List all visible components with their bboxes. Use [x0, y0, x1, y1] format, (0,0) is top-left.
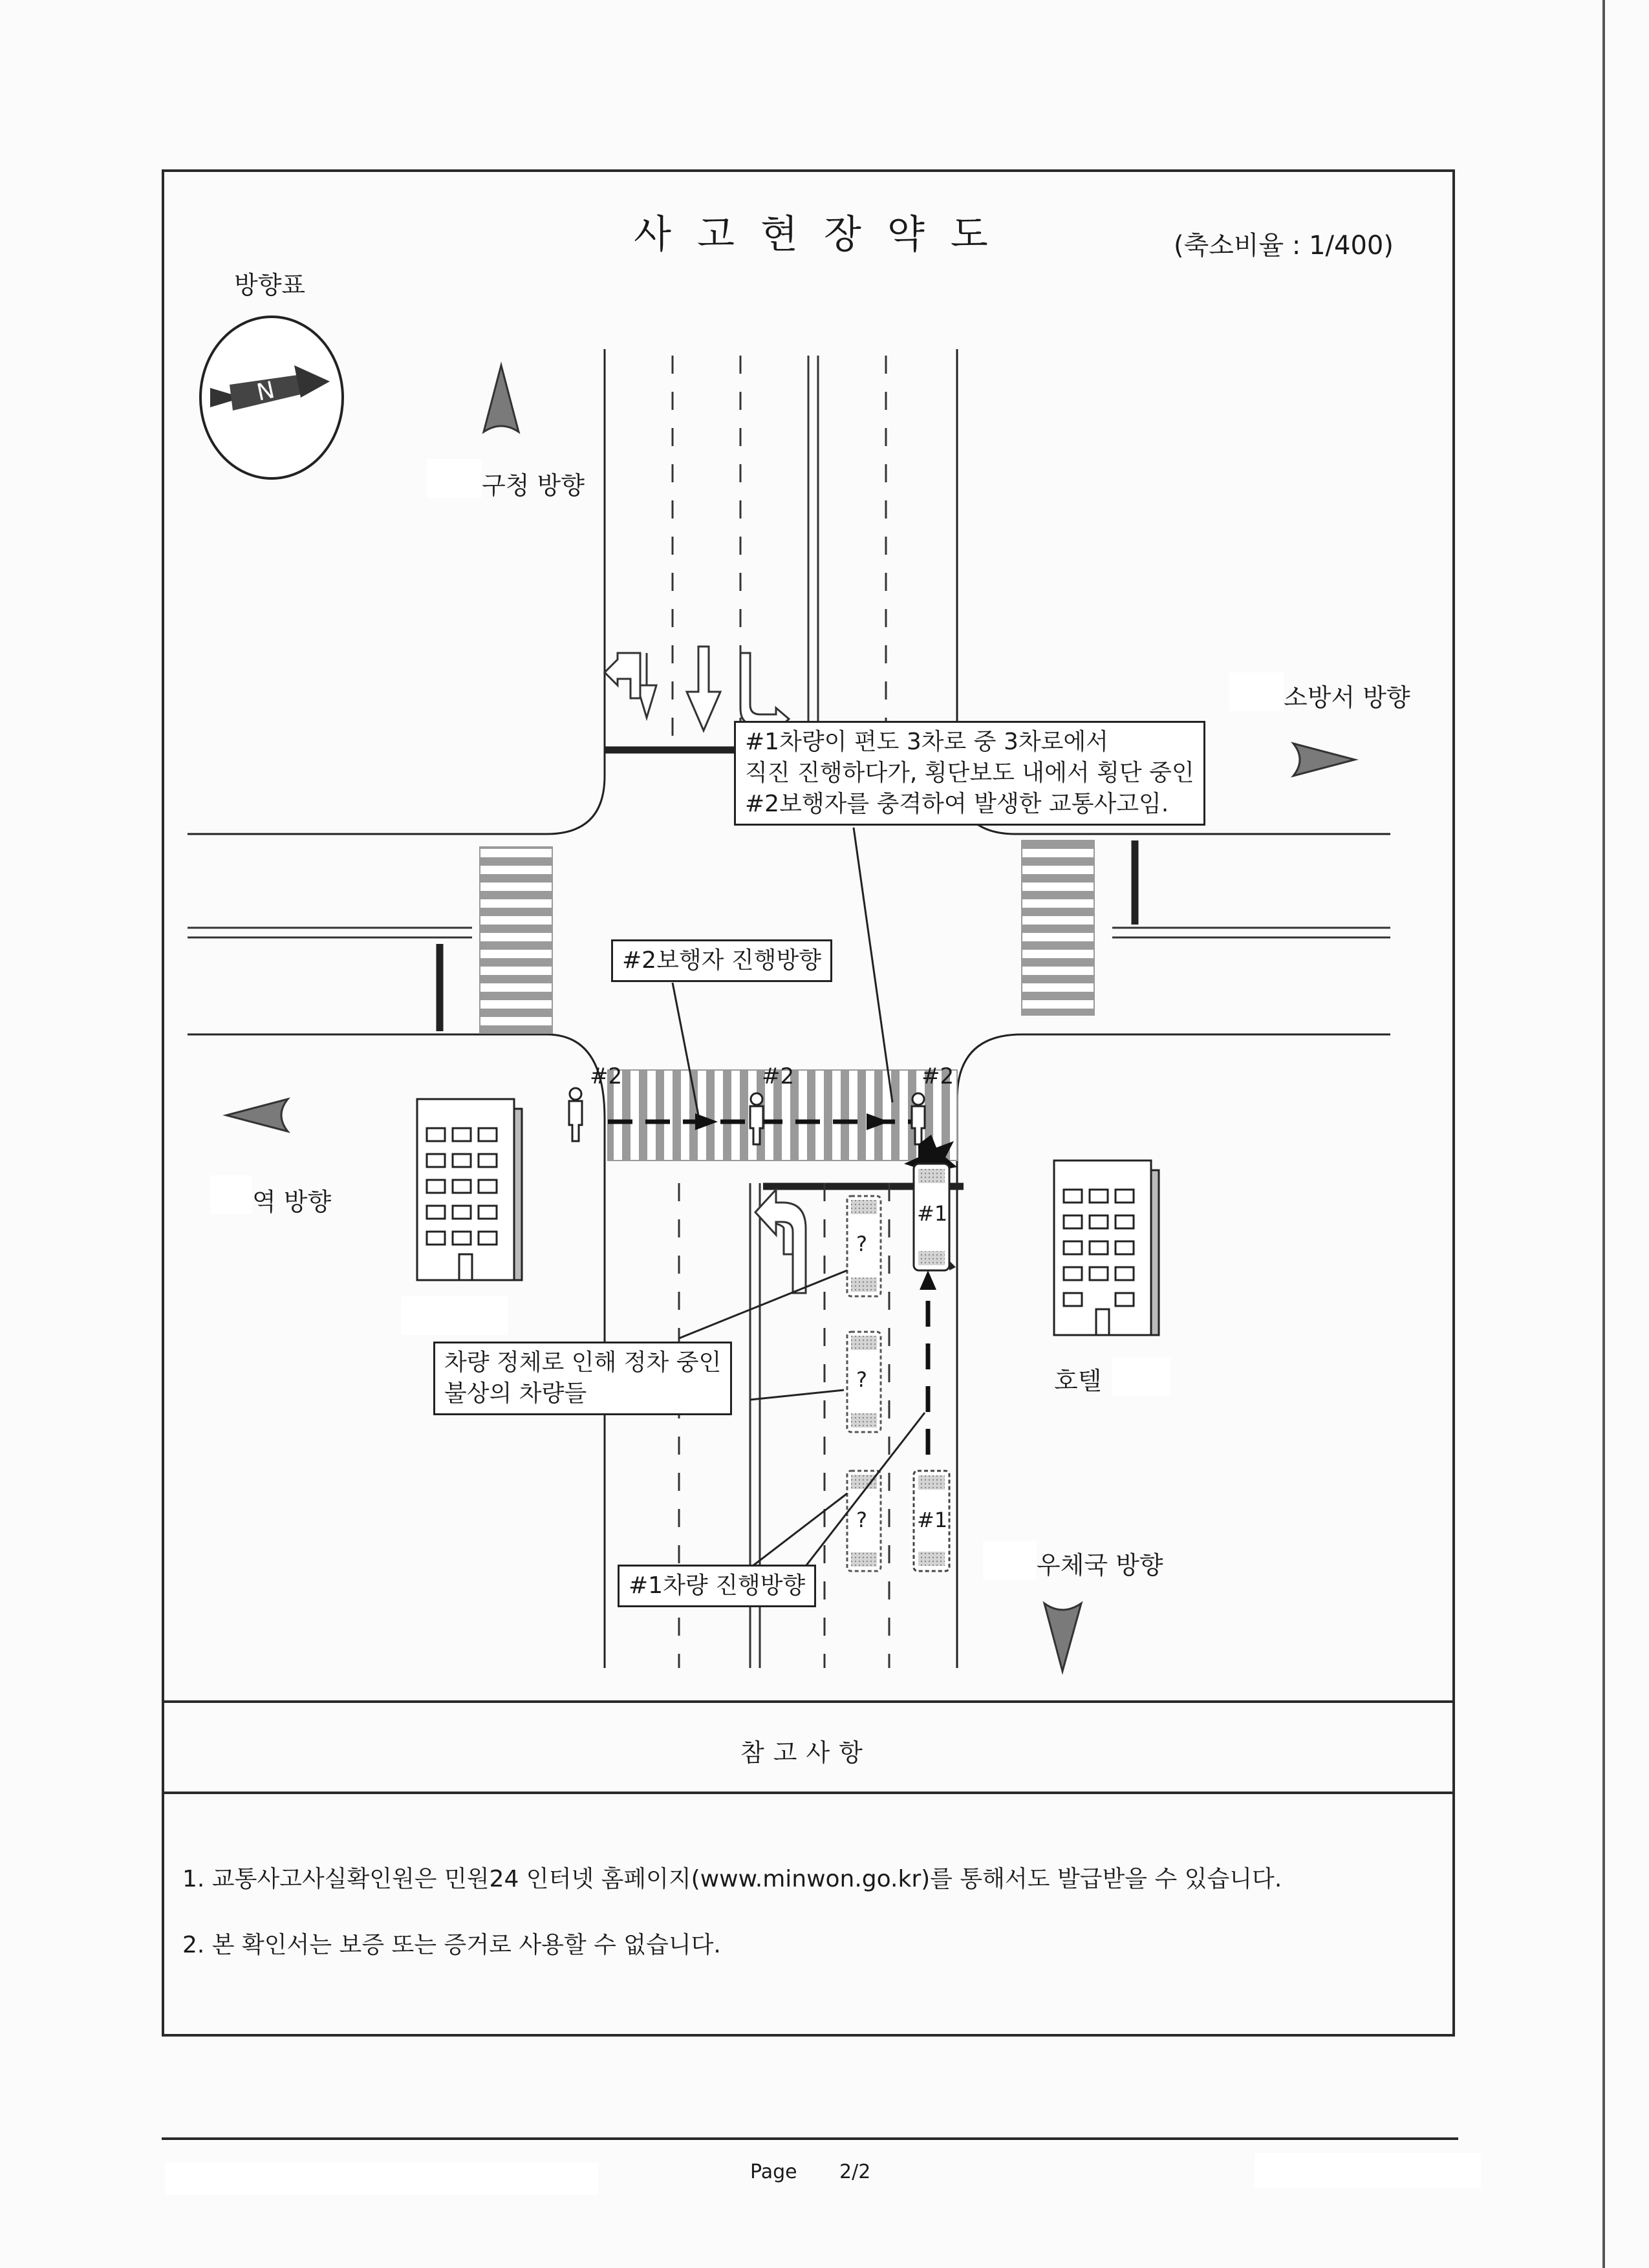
- vehicle-direction-callout: #1차량 진행방향: [618, 1565, 816, 1607]
- page-label: Page: [750, 2161, 797, 2183]
- north-direction-arrow: [484, 365, 519, 432]
- footer-rule: [162, 2137, 1458, 2140]
- direction-south: 우체국 방향: [1037, 1551, 1163, 1579]
- redaction: [401, 1296, 508, 1335]
- reference-title: 참고사항: [740, 1738, 872, 1767]
- redaction: [1255, 2153, 1481, 2188]
- east-direction-arrow: [1293, 744, 1355, 776]
- vehicle-marker: #1: [917, 1201, 948, 1226]
- callout-line: 직진 진행하다가, 횡단보도 내에서 횡단 중인: [745, 760, 1194, 786]
- direction-west: 역 방향: [252, 1188, 332, 1216]
- crosswalk-east: [1022, 840, 1094, 1015]
- redaction: [427, 459, 482, 498]
- svg-text:N: N: [254, 376, 277, 407]
- scan-edge-shadow: [1602, 0, 1605, 2268]
- page-title: 사고현장약도: [634, 212, 1014, 257]
- redaction: [983, 1541, 1037, 1579]
- redaction: [165, 2163, 598, 2195]
- page-number: 2/2: [839, 2161, 871, 2183]
- callout-line: #2보행자를 충격하여 발생한 교통사고임.: [745, 791, 1169, 817]
- south-direction-arrow: [1044, 1603, 1081, 1671]
- scale-ratio: (축소비율 : 1/400): [1174, 231, 1394, 261]
- unknown-vehicle-marker: ?: [856, 1232, 867, 1256]
- vehicle-marker: #1: [917, 1508, 948, 1532]
- unknown-vehicle-marker: ?: [856, 1508, 867, 1532]
- building-hotel: [1054, 1161, 1159, 1335]
- west-direction-arrow: [226, 1099, 288, 1131]
- crosswalk-west: [480, 847, 552, 1033]
- accident-description-callout: [734, 721, 1205, 826]
- reference-note: 1. 교통사고사실확인원은 민원24 인터넷 홈페이지(www.minwon.go.kr)를 통해서도 발급받을 수 있습니다.: [182, 1866, 1282, 1892]
- building-west: [417, 1099, 522, 1280]
- callout-line: 차량 정체로 인해 정차 중인: [444, 1349, 722, 1376]
- road-edges: [188, 349, 1390, 1668]
- direction-north: 구청 방향: [482, 471, 585, 500]
- reference-note: 2. 본 확인서는 보증 또는 증거로 사용할 수 없습니다.: [182, 1932, 721, 1958]
- accident-scene-map: [164, 172, 1452, 1701]
- callout-line: #1차량이 편도 3차로 중 3차로에서: [745, 729, 1108, 755]
- stopped-vehicles-callout: [433, 1342, 732, 1415]
- left-turn-arrow: [755, 1190, 806, 1293]
- compass-label: 방향표: [234, 271, 306, 299]
- hotel-label: 호텔: [1054, 1367, 1102, 1395]
- pedestrian-marker: #2: [921, 1064, 954, 1089]
- pedestrian-direction-callout: #2보행자 진행방향: [611, 939, 832, 982]
- redaction: [1229, 672, 1284, 711]
- callout-line: 불상의 차량들: [444, 1380, 587, 1407]
- west-centerline: [188, 928, 1390, 937]
- lane-arrows-north: [605, 647, 789, 731]
- pedestrian-marker: #2: [762, 1064, 795, 1089]
- redaction: [210, 1175, 252, 1214]
- direction-east: 소방서 방향: [1284, 683, 1410, 712]
- unknown-vehicle-marker: ?: [856, 1367, 867, 1392]
- redaction: [1112, 1358, 1170, 1396]
- pedestrian-marker: #2: [590, 1064, 623, 1089]
